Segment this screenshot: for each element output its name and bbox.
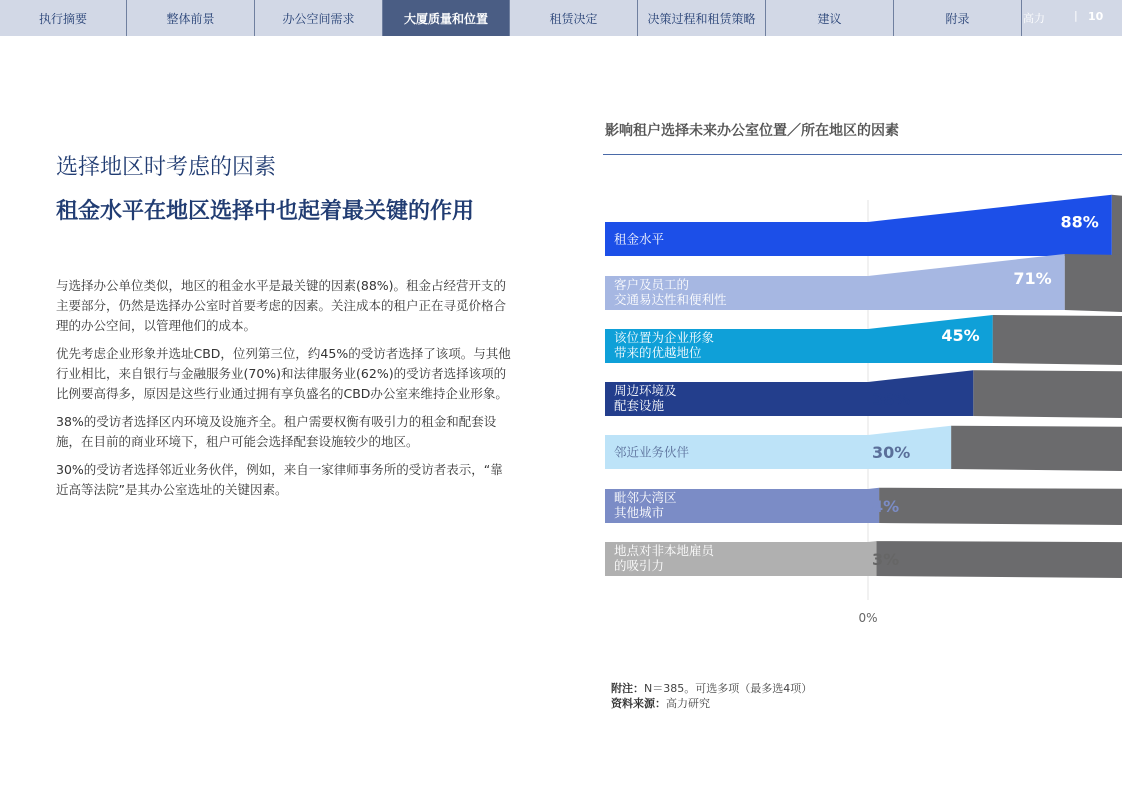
headline: 租金水平在地区选择中也起着最关键的作用 bbox=[56, 199, 475, 224]
category-label-line: 周边环境及 bbox=[614, 383, 677, 398]
note-text: N＝385。可选多项（最多选4项） bbox=[644, 682, 813, 695]
body-text bbox=[56, 276, 511, 508]
bar-row bbox=[605, 254, 1122, 312]
paragraph: 与选择办公单位类似，地区的租金水平是最关键的因素(88%)。租金占经营开支的主要部分，仍然是选择办公室时首要考虑的因素。关注成本的租户正在寻觅价格合理的办公空间，以管理他们的成本。 bbox=[56, 278, 507, 333]
category-label-line: 地点对非本地雇员 bbox=[614, 543, 715, 558]
bar-shadow bbox=[1065, 254, 1122, 312]
bar-row bbox=[605, 426, 1122, 471]
section-title: 选择地区时考虑的因素 bbox=[56, 155, 277, 180]
page-number: 10 bbox=[1088, 10, 1104, 23]
nav-tab[interactable]: 大厦质量和位置 bbox=[383, 0, 510, 36]
chart-title: 影响租户选择未来办公室位置／所在地区的因素 bbox=[605, 123, 899, 139]
axis-tick-label: 0% bbox=[858, 611, 878, 625]
nav-tab[interactable]: 执行摘要 bbox=[0, 0, 127, 36]
note-label: 附注： bbox=[611, 682, 644, 695]
category-label-line: 的吸引力 bbox=[614, 558, 665, 573]
bar-shadow bbox=[1112, 195, 1122, 258]
paragraph: 优先考虑企业形象并选址CBD，位列第三位，约45%的受访者选择了该项。与其他行业相比，来自银行与金融服务业(70%)和法律服务业(62%)的受访者选择该项的比例要高得多，原因是这些行业通过拥有享负盛名的CBD办公室来维持企业形象。 bbox=[56, 346, 511, 401]
bar-row bbox=[605, 315, 1122, 365]
category-label bbox=[614, 330, 715, 360]
nav-tab[interactable]: 租赁决定 bbox=[510, 0, 638, 36]
paragraph: 38%的受访者选择区内环境及设施齐全。租户需要权衡有吸引力的租金和配套设施，在目前的商业环境下，租户可能会选择配套设施较少的地区。 bbox=[56, 414, 497, 449]
category-label-line: 该位置为企业形象 bbox=[614, 330, 715, 345]
bar-row bbox=[605, 370, 1122, 418]
nav-tab[interactable]: 决策过程和租赁策略 bbox=[638, 0, 766, 36]
footnote bbox=[611, 681, 812, 711]
value-label: 4% bbox=[872, 497, 900, 516]
bar-row bbox=[605, 488, 1122, 525]
value-label: 38% bbox=[872, 390, 911, 409]
bar-row bbox=[605, 195, 1122, 258]
bar-row bbox=[605, 541, 1122, 578]
category-label-line: 带来的优越地位 bbox=[614, 345, 702, 360]
category-label-line: 其他城市 bbox=[614, 505, 665, 520]
value-label: 45% bbox=[941, 326, 980, 346]
bar-chart bbox=[600, 160, 1122, 630]
category-label-line: 交通易达性和便利性 bbox=[614, 292, 727, 307]
category-label bbox=[614, 445, 690, 460]
nav-tab[interactable]: 附录 bbox=[894, 0, 1022, 36]
brand-separator: | bbox=[1074, 9, 1078, 22]
bar-shadow bbox=[876, 541, 1122, 578]
source-label: 资料来源： bbox=[611, 697, 666, 710]
value-label: 3% bbox=[872, 550, 900, 569]
brand-label: 高力 bbox=[1023, 12, 1045, 25]
paragraph: 30%的受访者选择邻近业务伙伴，例如，来自一家律师事务所的受访者表示，“靠近高等法院”是其办公室选址的关键因素。 bbox=[56, 462, 503, 497]
category-label-line: 毗邻大湾区 bbox=[614, 490, 677, 505]
bar-shadow bbox=[951, 426, 1122, 471]
category-label-line: 客户及员工的 bbox=[614, 277, 690, 292]
bar-shadow bbox=[993, 315, 1122, 365]
source-text: 高力研究 bbox=[666, 697, 710, 710]
category-label-line: 租金水平 bbox=[614, 231, 665, 247]
bar-shadow bbox=[879, 488, 1122, 525]
bar-shadow bbox=[973, 370, 1122, 418]
nav-tab[interactable]: 整体前景 bbox=[127, 0, 255, 36]
category-label-line: 邻近业务伙伴 bbox=[614, 444, 690, 460]
nav-tab[interactable]: 建议 bbox=[766, 0, 894, 36]
chart-title-rule bbox=[603, 154, 1122, 155]
value-label: 71% bbox=[1013, 268, 1052, 288]
category-label bbox=[614, 232, 664, 247]
top-nav bbox=[0, 0, 1122, 36]
value-label: 88% bbox=[1060, 212, 1099, 232]
category-label-line: 配套设施 bbox=[614, 398, 665, 413]
value-label: 30% bbox=[872, 443, 911, 462]
nav-tab[interactable]: 办公空间需求 bbox=[255, 0, 383, 36]
